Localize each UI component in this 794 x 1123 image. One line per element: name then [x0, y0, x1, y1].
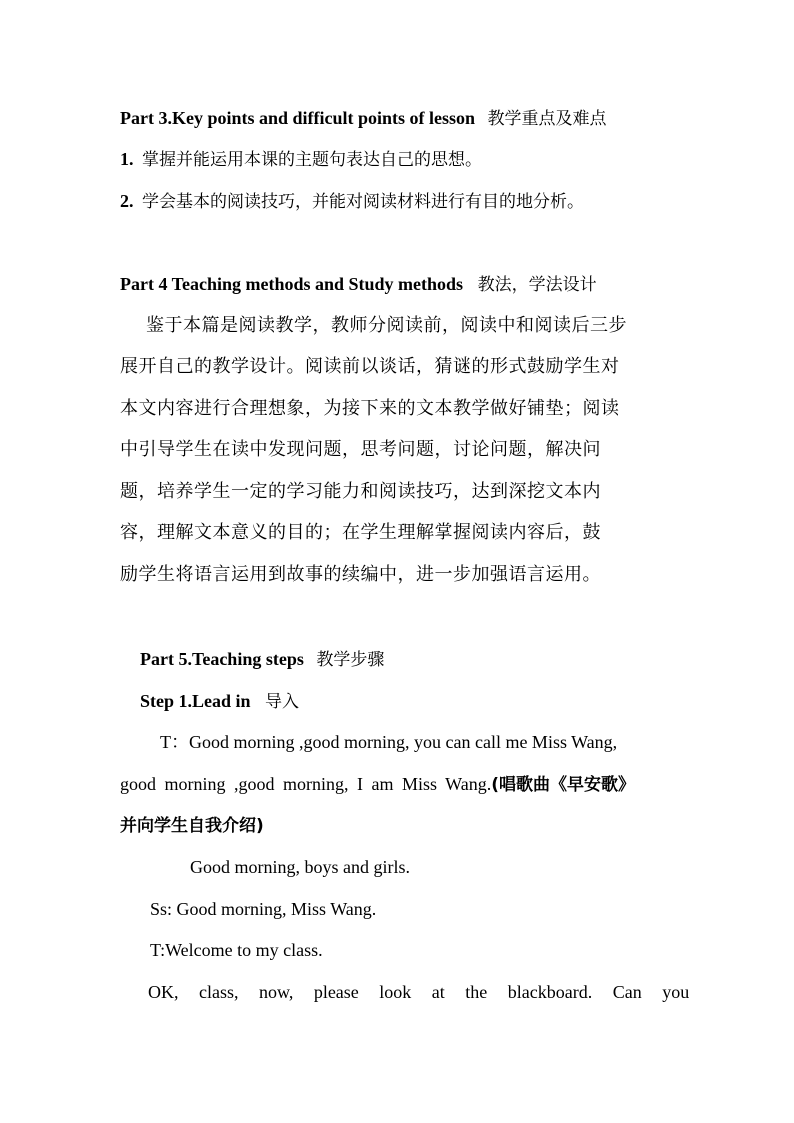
dialogue-teacher-line-2: Good morning, boys and girls.	[190, 857, 410, 877]
dialogue-teacher-line-1: T：Good morning ,good morning, you can call me Miss Wang,	[160, 732, 618, 752]
part4-paragraph-line-7: 励学生将语言运用到故事的续编中，进一步加强语言运用。	[120, 564, 601, 585]
step1-heading-cn: 导入	[265, 692, 300, 712]
dialogue-students-line: Ss: Good morning, Miss Wang.	[150, 899, 377, 919]
part3-item-1-text: 掌握并能运用本课的主题句表达自己的思想。	[142, 150, 482, 170]
dialogue-teacher-line-1b	[120, 773, 635, 795]
dialogue-teacher-line-1c: 并向学生自我介绍)	[120, 816, 264, 836]
part3-item-2-text: 学会基本的阅读技巧，并能对阅读材料进行有目的地分析。	[142, 192, 584, 212]
part3-item-1-number: 1.	[120, 149, 134, 169]
part4-paragraph-line-5: 题，培养学生一定的学习能力和阅读技巧，达到深挖文本内	[120, 481, 601, 502]
part4-heading-en: Part 4 Teaching methods and Study methods	[120, 274, 464, 294]
part3-heading-cn: 教学重点及难点	[487, 109, 607, 129]
part5-heading	[140, 648, 384, 670]
dialogue-teacher-line-1b-en: good morning ,good morning, I am Miss Wang.	[120, 774, 492, 794]
step1-heading-en: Step 1.Lead in	[140, 691, 251, 711]
part4-paragraph-line-2: 展开自己的教学设计。阅读前以谈话，猜谜的形式鼓励学生对	[120, 356, 620, 377]
part5-heading-en: Part 5.Teaching steps	[140, 649, 304, 669]
part4-paragraph-line-6: 容，理解文本意义的目的；在学生理解掌握阅读内容后，鼓	[120, 522, 601, 543]
dialogue-teacher-line-3: T:Welcome to my class.	[150, 940, 323, 960]
part3-item-2-number: 2.	[120, 191, 134, 211]
part3-heading-en: Part 3.Key points and difficult points of lesson	[120, 108, 476, 128]
part4-paragraph-line-4: 中引导学生在读中发现问题，思考问题，讨论问题，解决问	[120, 439, 601, 460]
dialogue-teacher-line-4: OK, class, now, please look at the blackboard. Can you	[148, 982, 690, 1002]
part3-heading	[120, 107, 607, 129]
part4-paragraph-line-3: 本文内容进行合理想象，为接下来的文本教学做好铺垫；阅读	[120, 398, 620, 419]
part4-heading-cn: 教法，学法设计	[477, 275, 597, 295]
part4-heading	[120, 273, 597, 295]
step1-heading	[140, 690, 299, 712]
part4-paragraph-line-1: 鉴于本篇是阅读教学，教师分阅读前，阅读中和阅读后三步	[146, 315, 627, 336]
part3-item-1	[120, 148, 482, 170]
dialogue-teacher-line-1b-note: (唱歌曲《早安歌》	[491, 775, 635, 795]
part3-item-2	[120, 190, 584, 212]
part5-heading-cn: 教学步骤	[316, 650, 385, 670]
